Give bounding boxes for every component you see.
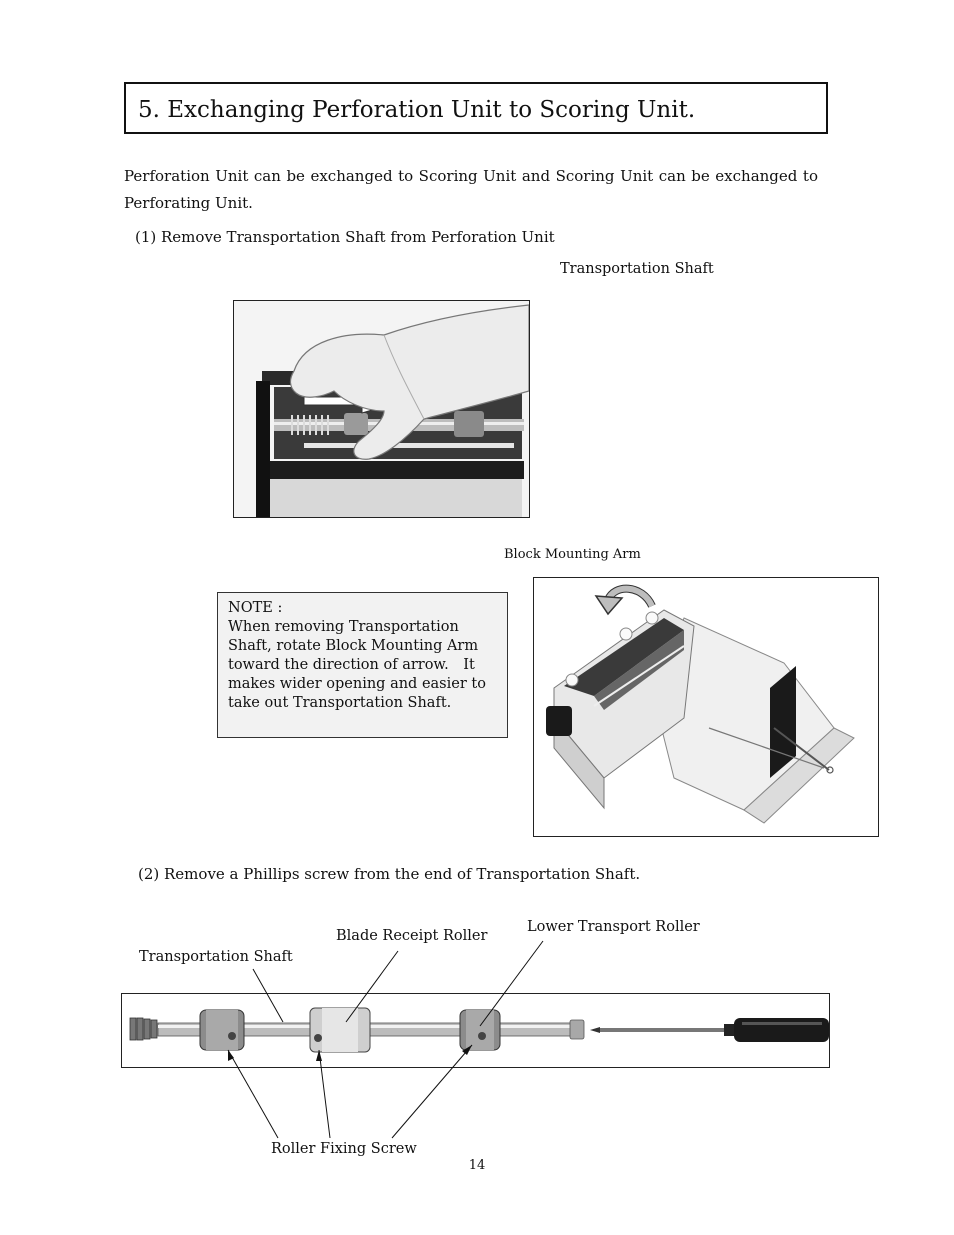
- note-heading: NOTE :: [228, 600, 283, 616]
- step-1-text: (1) Remove Transportation Shaft from Perforation Unit: [135, 228, 555, 246]
- figure1-callout-transportation-shaft: Transportation Shaft: [560, 261, 714, 277]
- figure3-photo: [121, 993, 830, 1068]
- label-lower-transport-roller: Lower Transport Roller: [527, 919, 700, 935]
- intro-paragraph: Perforation Unit can be exchanged to Scoring Unit and Scoring Unit can be exchanged to Perforating Unit.: [124, 167, 818, 212]
- label-transportation-shaft: Transportation Shaft: [139, 949, 293, 965]
- step-2-text: (2) Remove a Phillips screw from the end of Transportation Shaft.: [138, 865, 641, 883]
- note-body: When removing Transportation Shaft, rotate Block Mounting Arm toward the direction of arrow. It makes wider opening and easier to take out Transportation Shaft.: [228, 619, 486, 711]
- figure1-illustration: [234, 301, 529, 517]
- section-title: 5. Exchanging Perforation Unit to Scoring Unit.: [138, 97, 696, 123]
- page-number: 14: [468, 1158, 486, 1173]
- label-blade-receipt-roller: Blade Receipt Roller: [336, 928, 488, 944]
- figure3-illustration: [122, 994, 829, 1067]
- figure1-photo: [233, 300, 530, 518]
- note-box: [217, 592, 508, 738]
- label-roller-fixing-screw: Roller Fixing Screw: [271, 1141, 417, 1157]
- figure2-illustration: [534, 578, 878, 836]
- figure2-photo: [533, 577, 879, 837]
- figure2-callout-block-mounting-arm: Block Mounting Arm: [504, 547, 641, 562]
- section-title-box: [124, 82, 828, 134]
